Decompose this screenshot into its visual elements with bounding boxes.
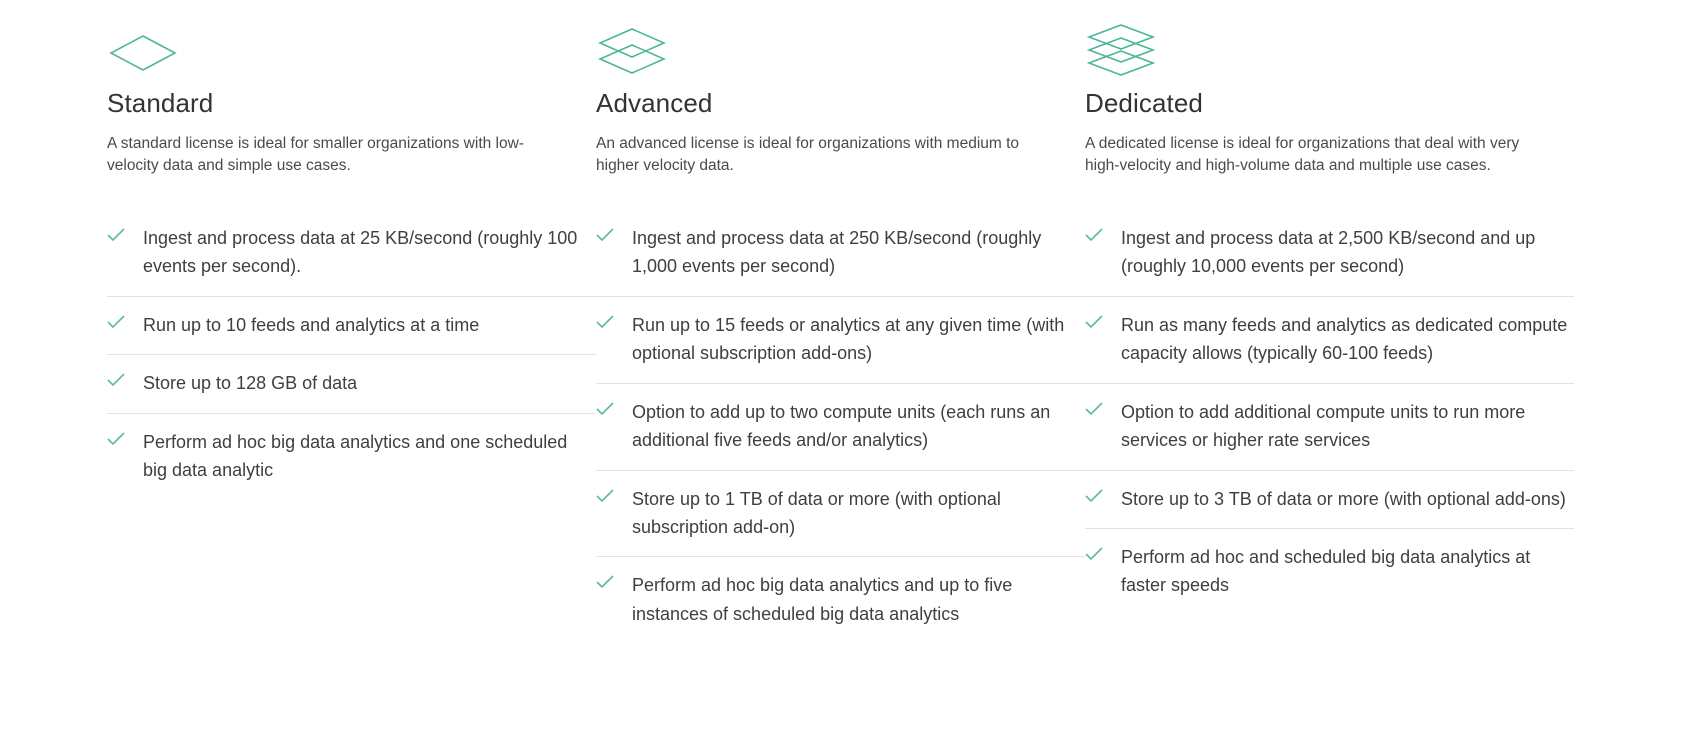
tier-description: A standard license is ideal for smaller organizations with low-velocity data and simple use cases.: [107, 135, 524, 175]
triple-diamond-stack-icon: [1085, 18, 1574, 88]
check-icon: [596, 571, 632, 589]
check-icon: [1085, 311, 1121, 329]
check-icon: [107, 369, 143, 387]
list-item: [596, 471, 1085, 558]
check-icon: [596, 311, 632, 329]
list-item: [1085, 384, 1574, 471]
feature-text: Ingest and process data at 250 KB/second (roughly 1,000 events per second): [632, 227, 1042, 277]
check-icon: [596, 485, 632, 503]
tier-title: Dedicated: [1085, 88, 1203, 118]
check-icon: [1085, 224, 1121, 242]
feature-text: Option to add additional compute units to run more services or higher rate services: [1121, 401, 1526, 451]
check-icon: [1085, 543, 1121, 561]
tier-card-dedicated: [1085, 18, 1574, 643]
check-icon: [1085, 398, 1121, 416]
feature-text: Option to add up to two compute units (each runs an additional five feeds and/or analytics): [632, 401, 1051, 451]
list-item: [107, 414, 596, 500]
tier-card-advanced: [596, 18, 1085, 643]
list-item: [1085, 529, 1574, 615]
list-item: [596, 557, 1085, 643]
check-icon: [596, 398, 632, 416]
list-item: [1085, 210, 1574, 297]
check-icon: [107, 311, 143, 329]
tier-description: An advanced license is ideal for organizations with medium to higher velocity data.: [596, 135, 1020, 175]
feature-text: Ingest and process data at 2,500 KB/second and up (roughly 10,000 events per second): [1121, 227, 1536, 277]
list-item: [1085, 471, 1574, 529]
list-item: [107, 210, 596, 297]
feature-text: Run up to 10 feeds and analytics at a time: [143, 314, 480, 335]
feature-text: Ingest and process data at 25 KB/second (roughly 100 events per second).: [143, 227, 578, 277]
tier-title: Standard: [107, 88, 214, 118]
check-icon: [1085, 485, 1121, 503]
tier-title: Advanced: [596, 88, 713, 118]
single-diamond-icon: [107, 18, 596, 88]
feature-text: Store up to 128 GB of data: [143, 373, 358, 394]
list-item: [596, 210, 1085, 297]
tier-description: A dedicated license is ideal for organizations that deal with very high-velocity and high-volume data and multiple use cases.: [1085, 135, 1520, 175]
feature-list: [596, 210, 1085, 643]
feature-list: [107, 210, 596, 500]
feature-text: Store up to 1 TB of data or more (with optional subscription add-on): [632, 488, 1001, 537]
feature-text: Perform ad hoc and scheduled big data analytics at faster speeds: [1121, 547, 1531, 596]
feature-text: Run as many feeds and analytics as dedicated compute capacity allows (typically 60-100 feeds): [1121, 314, 1568, 364]
check-icon: [107, 428, 143, 446]
feature-text: Perform ad hoc big data analytics and one scheduled big data analytic: [143, 431, 568, 481]
list-item: [1085, 297, 1574, 384]
check-icon: [107, 224, 143, 242]
feature-text: Run up to 15 feeds or analytics at any given time (with optional subscription add-ons): [632, 314, 1065, 364]
list-item: [596, 384, 1085, 471]
feature-list: [1085, 210, 1574, 615]
list-item: [596, 297, 1085, 384]
check-icon: [596, 224, 632, 242]
tier-card-standard: [107, 18, 596, 643]
list-item: [107, 355, 596, 413]
double-diamond-stack-icon: [596, 18, 1085, 88]
feature-text: Store up to 3 TB of data or more (with optional add-ons): [1121, 488, 1566, 509]
list-item: [107, 297, 596, 355]
feature-text: Perform ad hoc big data analytics and up to five instances of scheduled big data analytics: [632, 575, 1013, 624]
